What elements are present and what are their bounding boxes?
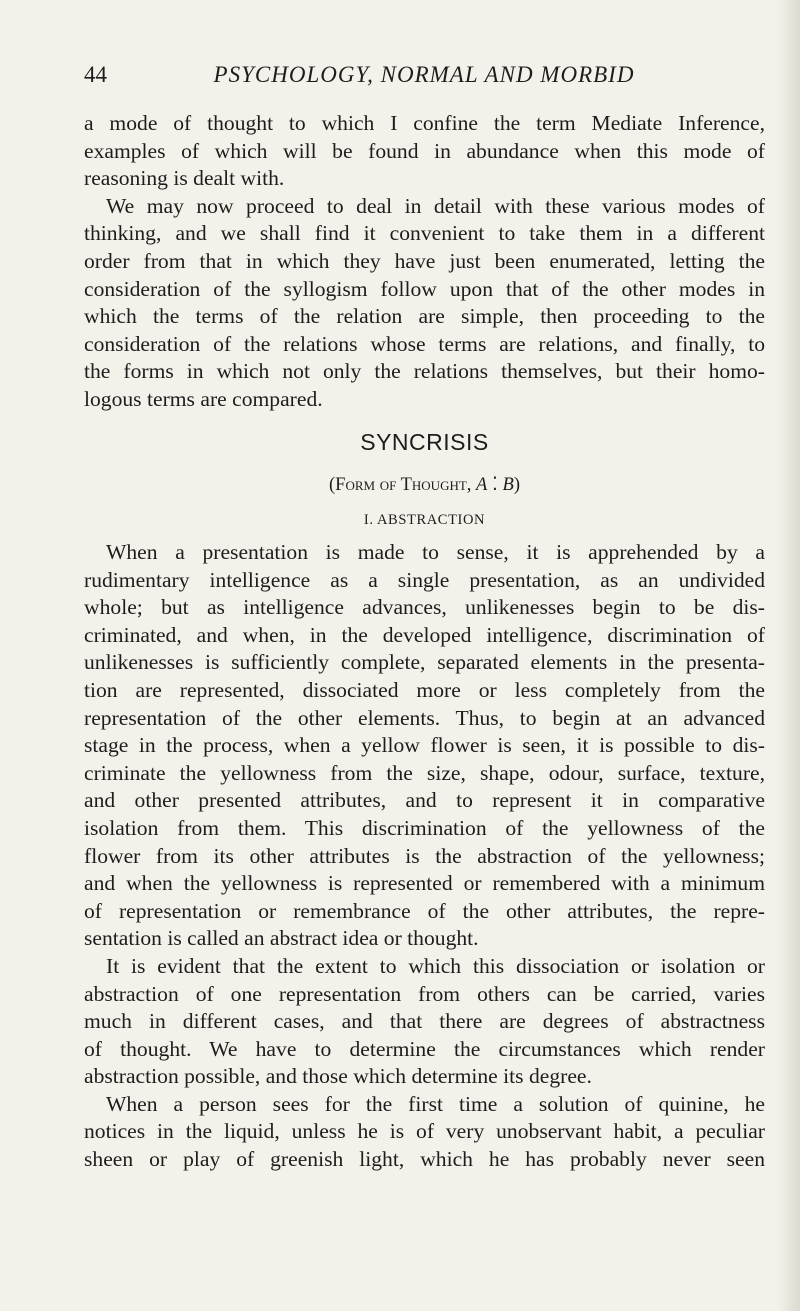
text-line: We may now proceed to deal in detail with these various modes of [106,193,765,218]
text-line: When a person sees for the first time a solution of quinine, he [106,1091,765,1116]
text-line: abstraction of one representation from others can be carried, varies [84,981,765,1006]
text-line: of thought. We have to determine the circumstances which render [84,1036,765,1061]
paragraph-block-lower [84,539,765,1174]
text-line: representation of the other elements. Thus, to begin at an advanced [84,705,765,730]
text-line: It is evident that the extent to which this dissociation or isolation or [106,953,765,978]
text-line: consideration of the syllogism follow upon that of the other modes in [84,276,765,301]
form-of-thought-line [84,474,765,496]
text-line: When a presentation is made to sense, it is apprehended by a [106,540,765,564]
subsection-heading: I. ABSTRACTION [363,512,486,528]
section-title: SYNCRISIS [360,429,489,455]
text-line: a mode of thought to which I confine the term Mediate Inference, [84,111,765,135]
text-line: abstraction possible, and those which determine its degree. [84,1064,592,1089]
text-line: isolation from them. This discrimination of the yellowness of the [84,815,765,840]
text-line: which the terms of the relation are simple, then proceeding to the [84,304,765,329]
form-close: ) [513,475,520,495]
paragraph-block-top [84,110,765,414]
form-term-a: A [476,475,488,495]
text-line: criminated, and when, in the developed intelligence, discrimination of [84,622,765,647]
form-separator: ⁚ [487,475,503,495]
text-line: examples of which will be found in abundance when this mode of [84,138,765,163]
text-line: thinking, and we shall find it convenient to take them in a different [84,221,765,246]
form-term-b: B [502,475,514,495]
text-line: the forms in which not only the relations themselves, but their homo- [84,359,765,384]
text-line: rudimentary intelligence as a single presentation, as an undivided [84,567,765,592]
page-number: 44 [84,62,107,87]
page-edge-shadow [778,0,800,1311]
text-line: sentation is called an abstract idea or thought. [84,926,479,951]
text-line: consideration of the relations whose terms are relations, and finally, to [84,331,765,356]
text-line: whole; but as intelligence advances, unlikenesses begin to be dis- [84,595,765,620]
running-title: PSYCHOLOGY, NORMAL AND MORBID [213,62,635,87]
form-label: (Form of Thought, [329,475,472,495]
text-line: logous terms are compared. [84,386,323,411]
text-line: flower from its other attributes is the abstraction of the yellowness; [84,843,765,868]
text-line: criminate the yellowness from the size, shape, odour, surface, texture, [84,760,765,785]
page-header [84,62,764,94]
text-line: tion are represented, dissociated more or less completely from the [84,677,765,702]
text-line: much in different cases, and that there are degrees of abstractness [84,1009,765,1034]
text-line: reasoning is dealt with. [84,166,285,191]
text-line: stage in the process, when a yellow flower is seen, it is possible to dis- [84,733,765,758]
text-line: and other presented attributes, and to represent it in comparative [84,788,765,813]
text-line: notices in the liquid, unless he is of very unobservant habit, a peculiar [84,1119,765,1144]
text-line: sheen or play of greenish light, which he has probably never seen [84,1147,765,1172]
text-line: of representation or remembrance of the other attributes, the repre- [84,898,765,923]
text-line: order from that in which they have just been enumerated, letting the [84,248,765,273]
text-line: unlikenesses is sufficiently complete, separated elements in the presenta- [84,650,765,675]
text-line: and when the yellowness is represented or remembered with a minimum [84,871,765,896]
